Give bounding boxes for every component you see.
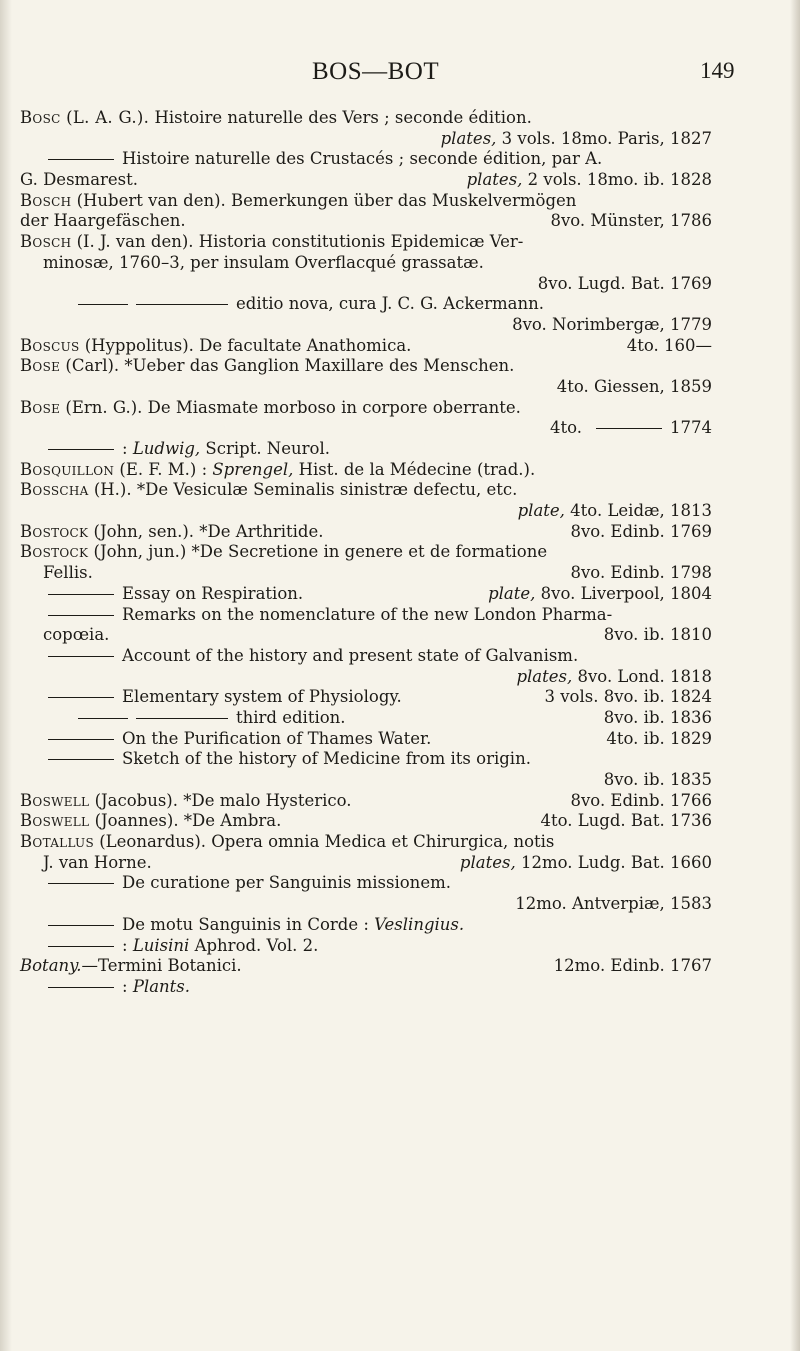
entry-left bbox=[43, 563, 93, 584]
entry-line bbox=[20, 336, 720, 357]
author-name: Botallus bbox=[20, 832, 94, 852]
italic-ref: plates, bbox=[466, 170, 523, 190]
italic-ref: Botany. bbox=[20, 956, 82, 976]
author-name: Bosquillon bbox=[20, 459, 115, 479]
ditto-dash bbox=[48, 739, 114, 740]
page-edge-right bbox=[790, 0, 800, 1351]
author-name: Boswell bbox=[20, 811, 90, 831]
italic-ref: plates, bbox=[459, 852, 516, 872]
entry-line bbox=[20, 936, 720, 957]
imprint bbox=[460, 853, 712, 874]
ditto-dash bbox=[48, 656, 114, 657]
entry-line bbox=[20, 439, 720, 460]
imprint-text: 8vo. ib. 1810 bbox=[603, 625, 712, 645]
author-name: Bose bbox=[20, 356, 61, 376]
italic-ref: plate, bbox=[517, 501, 565, 521]
italic-ref: Ludwig, bbox=[132, 439, 201, 458]
entry-text: (I. J. van den). Historia constitutionis Epidemicæ Ver- bbox=[71, 232, 524, 252]
ditto-dash bbox=[48, 925, 114, 926]
imprint-text: 8vo. Edinb. 1766 bbox=[570, 790, 712, 810]
entry-text: Aphrod. Vol. 2. bbox=[189, 935, 319, 955]
entry-line bbox=[20, 108, 720, 129]
entry-left bbox=[20, 522, 323, 543]
italic-ref: plate, bbox=[488, 583, 536, 603]
entry-line bbox=[20, 398, 720, 419]
entry-text: editio nova, cura J. C. G. Ackermann. bbox=[236, 294, 544, 314]
ditto-dash bbox=[48, 987, 114, 988]
imprint-text: 4to. 160— bbox=[626, 335, 712, 355]
imprint bbox=[627, 336, 712, 357]
entry-line bbox=[20, 170, 720, 191]
ditto-dash bbox=[78, 304, 128, 305]
entry-line bbox=[20, 667, 720, 688]
italic-ref: plates, bbox=[516, 666, 573, 686]
entry-left bbox=[20, 170, 138, 191]
italic-ref: Sprengel, bbox=[212, 459, 294, 479]
entry-text: Hist. de la Médecine (trad.). bbox=[293, 459, 536, 479]
author-name: Bosch bbox=[20, 232, 72, 252]
entry-left bbox=[20, 211, 186, 232]
imprint: 8vo. Norimbergæ, 1779 bbox=[512, 314, 712, 334]
imprint bbox=[570, 791, 712, 812]
imprint-year: 1774 bbox=[670, 418, 712, 438]
entry-line bbox=[20, 232, 720, 253]
imprint: 12mo. Antverpiæ, 1583 bbox=[515, 894, 712, 914]
italic-ref: Plants. bbox=[132, 976, 190, 996]
ditto-dash bbox=[48, 159, 114, 160]
imprint: 3 vols. 18mo. Paris, 1827 bbox=[496, 128, 712, 148]
author-name: Bose bbox=[20, 397, 61, 417]
entry-line bbox=[20, 605, 720, 626]
imprint: 8vo. Lond. 1818 bbox=[572, 666, 712, 686]
imprint-text: 12mo. Edinb. 1767 bbox=[553, 956, 712, 976]
author-name: Bostock bbox=[20, 542, 89, 562]
imprint bbox=[540, 811, 712, 832]
entry-line bbox=[20, 129, 720, 150]
imprint-text: 2 vols. 18mo. ib. 1828 bbox=[522, 170, 712, 190]
author-name: Bosc (L. A. G.). bbox=[20, 108, 150, 127]
entry-line bbox=[20, 749, 720, 770]
entry-line bbox=[20, 315, 720, 336]
entry-line bbox=[20, 873, 720, 894]
imprint: 8vo. ib. 1835 bbox=[603, 770, 712, 789]
imprint-text: 12mo. Ludg. Bat. 1660 bbox=[515, 852, 712, 872]
imprint-text: 8vo. ib. 1836 bbox=[603, 707, 712, 727]
entry-line bbox=[20, 791, 720, 812]
imprint-text: 3 vols. 8vo. ib. 1824 bbox=[544, 687, 712, 707]
author-name: Bosscha bbox=[20, 480, 89, 500]
bibliography-entries bbox=[20, 108, 720, 998]
entry-text: (Jacobus). *De malo Hysterico. bbox=[89, 790, 352, 810]
italic-ref: plates, bbox=[440, 128, 497, 148]
entry-line bbox=[20, 832, 720, 853]
imprint bbox=[570, 563, 712, 584]
entry-line bbox=[20, 542, 720, 563]
imprint-text: 8vo. Edinb. 1769 bbox=[570, 521, 712, 541]
ditto-dash bbox=[48, 594, 114, 595]
imprint: 8vo. Lugd. Bat. 1769 bbox=[537, 273, 712, 293]
entry-line bbox=[20, 356, 720, 377]
entry-line bbox=[20, 253, 720, 274]
entry-text: der Haargefäschen. bbox=[20, 211, 186, 231]
entry-text: Essay on Respiration. bbox=[122, 583, 304, 603]
imprint-text: 4to. Lugd. Bat. 1736 bbox=[540, 811, 712, 831]
entry-left bbox=[48, 708, 346, 729]
entry-text: (Ern. G.). De Miasmate morboso in corpore oberrante. bbox=[60, 397, 521, 417]
imprint bbox=[604, 708, 712, 729]
ditto-dash bbox=[48, 883, 114, 884]
entry-line bbox=[20, 522, 720, 543]
colon: : bbox=[122, 935, 133, 955]
author-name: Bosch bbox=[20, 190, 72, 210]
entry-line bbox=[20, 294, 720, 315]
running-header bbox=[0, 58, 800, 88]
entry-text: On the Purification of Thames Water. bbox=[122, 728, 432, 748]
italic-ref: Luisini bbox=[132, 935, 190, 955]
entry-left bbox=[20, 956, 242, 977]
ditto-dash bbox=[136, 718, 228, 719]
imprint-text: 8vo. Edinb. 1798 bbox=[570, 563, 712, 583]
entry-text: (John, sen.). *De Arthritide. bbox=[88, 521, 324, 541]
entry-text: Elementary system of Physiology. bbox=[122, 687, 402, 707]
entry-text: Histoire naturelle des Crustacés ; seconde édition, par A. bbox=[122, 149, 603, 169]
entry-line bbox=[20, 956, 720, 977]
entry-left bbox=[48, 729, 431, 750]
entry-text: (Leonardus). Opera omnia Medica et Chirurgica, notis bbox=[94, 832, 555, 852]
entry-left bbox=[43, 853, 152, 874]
entry-text: Fellis. bbox=[43, 563, 93, 583]
entry-text: (Carl). *Ueber das Ganglion Maxillare des Menschen. bbox=[60, 356, 515, 376]
entry-line bbox=[20, 853, 720, 874]
entry-line bbox=[20, 418, 720, 439]
imprint: 4to. bbox=[549, 418, 582, 438]
entry-line bbox=[20, 729, 720, 750]
entry-line bbox=[20, 480, 720, 501]
entry-text: (Hubert van den). Bemerkungen über das Muskelvermögen bbox=[71, 190, 577, 210]
imprint-text: 4to. ib. 1829 bbox=[606, 728, 712, 748]
italic-ref: Veslingius. bbox=[374, 914, 465, 934]
entry-text: De motu Sanguinis in Corde : bbox=[122, 914, 375, 934]
entry-line bbox=[20, 625, 720, 646]
imprint-text: 8vo. Münster, 1786 bbox=[550, 211, 712, 231]
colon: : bbox=[122, 439, 133, 458]
ditto-dash bbox=[136, 304, 228, 305]
entry-text: (E. F. M.) : bbox=[114, 459, 213, 479]
ditto-dash bbox=[78, 718, 128, 719]
ditto-dash bbox=[48, 759, 114, 760]
entry-text: De curatione per Sanguinis missionem. bbox=[122, 873, 451, 893]
entry-line bbox=[20, 770, 720, 791]
entry-left bbox=[48, 584, 303, 605]
entry-text: Account of the history and present state of Galvanism. bbox=[122, 645, 579, 665]
entry-line bbox=[20, 708, 720, 729]
entry-left bbox=[43, 625, 109, 646]
entry-text: Histoire naturelle des Vers ; seconde édition. bbox=[149, 108, 532, 127]
entry-text: (H.). *De Vesiculæ Seminalis sinistræ defectu, etc. bbox=[88, 480, 518, 500]
entry-line bbox=[20, 149, 720, 170]
entry-text: (John, jun.) *De Secretione in genere et de formatione bbox=[88, 542, 548, 562]
entry-text: third edition. bbox=[236, 707, 346, 727]
entry-line bbox=[20, 646, 720, 667]
entry-text: Sketch of the history of Medicine from its origin. bbox=[122, 749, 531, 769]
imprint bbox=[550, 211, 712, 232]
entry-line bbox=[20, 915, 720, 936]
imprint bbox=[604, 625, 712, 646]
entry-line bbox=[20, 811, 720, 832]
ditto-dash bbox=[48, 615, 114, 616]
author-name: Bostock bbox=[20, 521, 89, 541]
imprint bbox=[488, 584, 712, 605]
author-name: Boswell bbox=[20, 790, 90, 810]
entry-line bbox=[20, 274, 720, 295]
entry-line bbox=[20, 501, 720, 522]
imprint: 4to. Leidæ, 1813 bbox=[564, 501, 712, 521]
entry-text: minosæ, 1760–3, per insulam Overflacqué grassatæ. bbox=[43, 252, 484, 272]
entry-text: (Hyppolitus). De facultate Anathomica. bbox=[79, 335, 412, 355]
entry-line bbox=[20, 460, 720, 481]
entry-text: G. Desmarest. bbox=[20, 170, 139, 190]
entry-text: J. van Horne. bbox=[43, 852, 152, 872]
entry-line bbox=[20, 894, 720, 915]
page-number: 149 bbox=[700, 58, 735, 83]
header-title: BOS—BOT bbox=[312, 58, 440, 85]
entry-line bbox=[20, 211, 720, 232]
entry-left bbox=[20, 811, 281, 832]
ditto-dash bbox=[596, 428, 662, 429]
colon: : bbox=[122, 976, 133, 996]
imprint bbox=[570, 522, 712, 543]
entry-left bbox=[20, 336, 411, 357]
entry-text: Remarks on the nomenclature of the new London Pharma- bbox=[122, 604, 613, 624]
entry-line bbox=[20, 584, 720, 605]
imprint: 4to. Giessen, 1859 bbox=[556, 376, 712, 396]
entry-line bbox=[20, 687, 720, 708]
entry-left bbox=[48, 687, 402, 708]
imprint-text: 8vo. Liverpool, 1804 bbox=[535, 583, 712, 603]
entry-line bbox=[20, 977, 720, 998]
imprint bbox=[544, 687, 712, 708]
author-name: Boscus bbox=[20, 335, 80, 355]
page-edge-left bbox=[0, 0, 12, 1351]
entry-line bbox=[20, 191, 720, 212]
entry-text: Script. Neurol. bbox=[200, 439, 330, 458]
entry-line bbox=[20, 563, 720, 584]
ditto-dash bbox=[48, 946, 114, 947]
ditto-dash bbox=[48, 449, 114, 450]
entry-left bbox=[20, 791, 352, 812]
ditto-dash bbox=[48, 697, 114, 698]
entry-text: copœia. bbox=[43, 625, 110, 645]
imprint bbox=[606, 729, 712, 750]
entry-text: —Termini Botanici. bbox=[81, 956, 242, 976]
entry-line bbox=[20, 377, 720, 398]
imprint bbox=[554, 956, 712, 977]
imprint bbox=[467, 170, 712, 191]
entry-text: (Joannes). *De Ambra. bbox=[89, 811, 282, 831]
